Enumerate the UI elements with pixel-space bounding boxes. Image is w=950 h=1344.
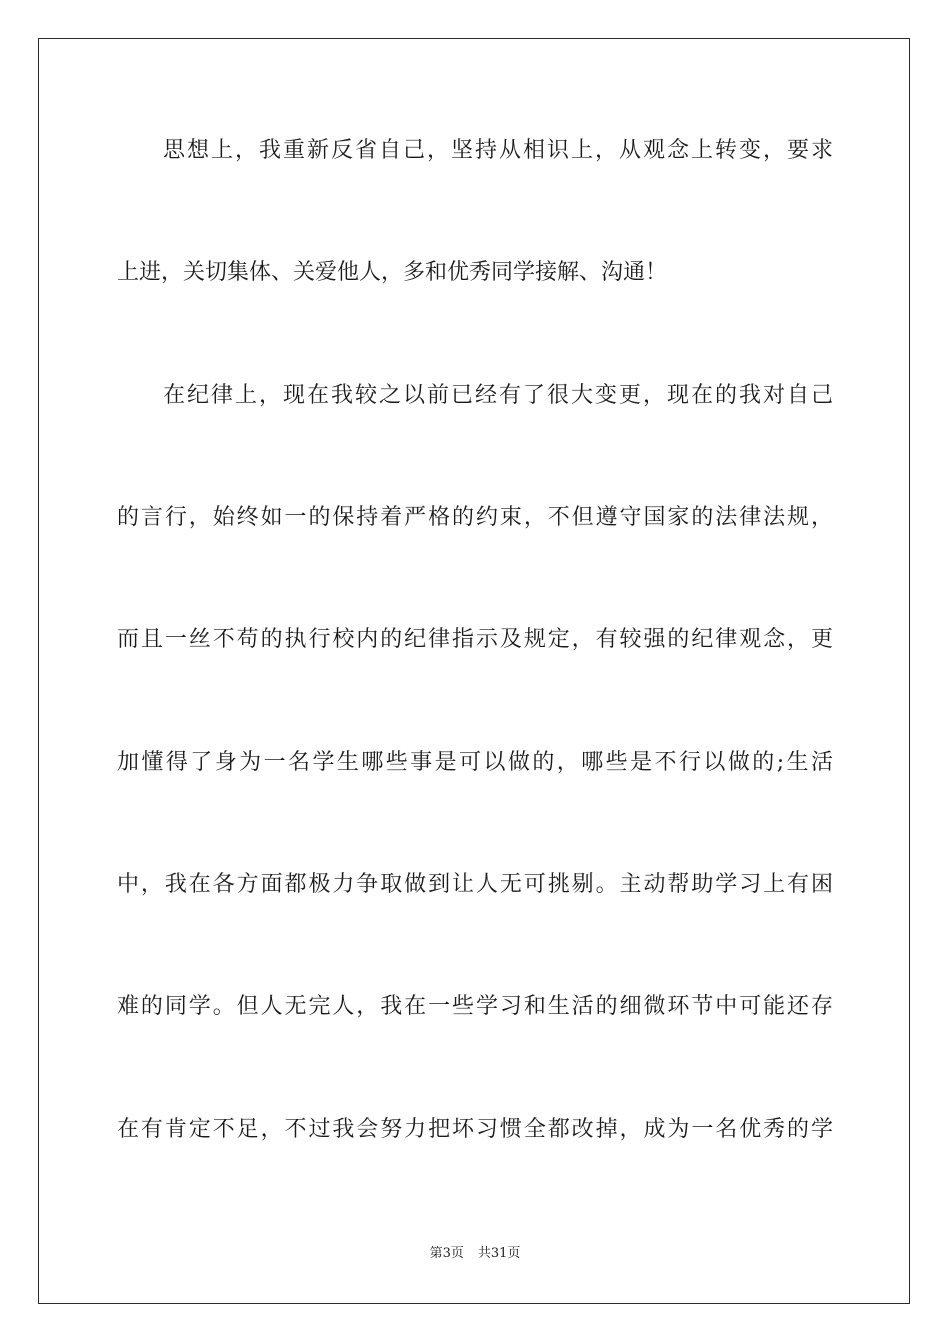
page-footer (0, 1245, 950, 1263)
paragraph-1-line-1: 思想上，我重新反省自己，坚持从相识上，从观念上转变，要求 (163, 138, 833, 163)
paragraph-2-line-2: 的言行，始终如一的保持着严格的约束，不但遵守国家的法律法规， (117, 505, 833, 530)
paragraph-2-line-1: 在纪律上，现在我较之以前已经有了很大变更，现在的我对自己 (163, 383, 833, 408)
paragraph-2-line-6: 难的同学。但人无完人，我在一些学习和生活的细微环节中可能还存 (117, 994, 833, 1019)
total-pages: 共31页 (477, 1246, 521, 1261)
paragraph-2-line-4: 加懂得了身为一名学生哪些事是可以做的，哪些是不行以做的;生活 (117, 750, 833, 775)
paragraph-2-line-5: 中，我在各方面都极力争取做到让人无可挑剔。主动帮助学习上有困 (117, 872, 833, 897)
paragraph-1-line-2: 上进，关切集体、关爱他人，多和优秀同学接解、沟通！ (117, 260, 668, 285)
page-number: 第3页 (429, 1246, 464, 1261)
paragraph-2-line-7: 在有肯定不足，不过我会努力把坏习惯全都改掉，成为一名优秀的学 (117, 1117, 833, 1142)
paragraph-2-line-3: 而且一丝不苟的执行校内的纪律指示及规定，有较强的纪律观念，更 (117, 627, 833, 652)
